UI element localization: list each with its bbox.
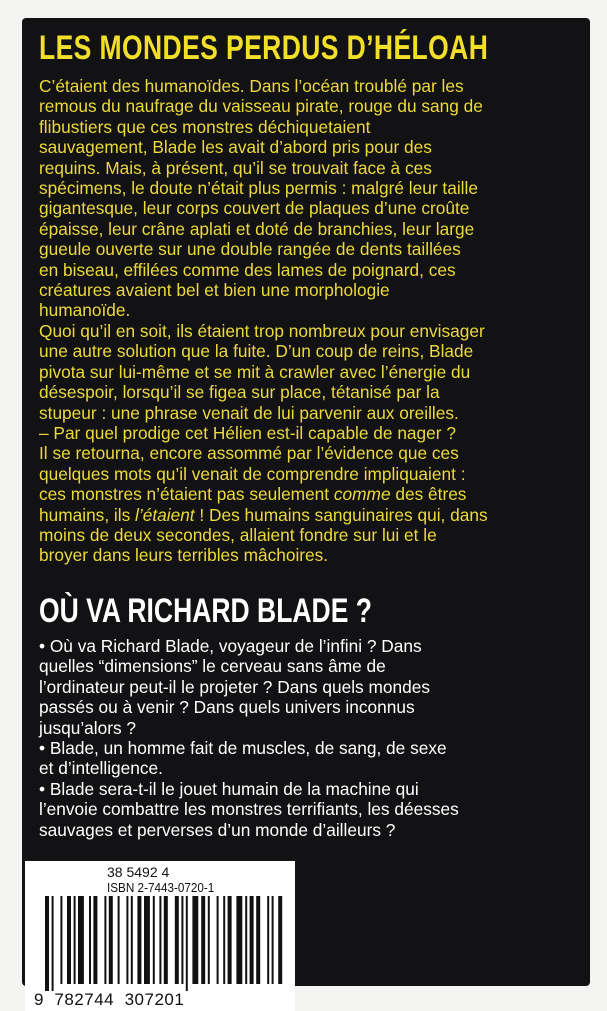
bullet-line: • Blade, un homme fait de muscles, de sang, de sexe: [39, 738, 447, 759]
excerpt-line: C’étaient des humanoïdes. Dans l’océan troublé par les: [39, 76, 464, 96]
excerpt-line: [39, 484, 579, 504]
excerpt-line: sauvagement, Blade les avait d’abord pris pour des: [39, 137, 432, 158]
barcode-bar: [109, 896, 113, 984]
barcode-code: 38 5492 4: [107, 864, 170, 880]
excerpt-fragment: ! Des humains sanguinaires qui, dans: [194, 504, 488, 525]
barcode-bar: [267, 896, 269, 984]
barcode-bar: [164, 896, 168, 984]
excerpt-line: moins de deux secondes, allaient fondre sur lui et le: [39, 524, 437, 545]
barcode-bar: [89, 896, 91, 984]
barcode-bar: [78, 896, 84, 984]
section-title-richard-blade: OÙ VA RICHARD BLADE ?: [39, 592, 372, 630]
bullet-line: jusqu’alors ?: [39, 717, 137, 738]
bullet-text: [39, 636, 579, 840]
barcode-bar: [45, 896, 49, 991]
barcode-bar: [272, 896, 274, 984]
barcode-bar: [228, 896, 232, 984]
barcode-bar: [131, 896, 133, 984]
barcode-bar: [60, 896, 62, 984]
excerpt-line: flibustiers que ces monstres déchiquetaient: [39, 116, 371, 137]
excerpt-line: pivota sur lui-même et se mit à crawler avec l’énergie du: [39, 361, 471, 382]
barcode-bar: [208, 896, 210, 984]
barcode-bar: [192, 896, 198, 984]
barcode-bar: [256, 896, 260, 984]
barcode-bar: [144, 896, 150, 984]
barcode-bar: [104, 896, 106, 984]
excerpt-line: stupeur : une phrase venait de lui parvenir aux oreilles.: [39, 402, 459, 423]
excerpt-line: épaisse, leur crâne aplati et doté de branchies, leur large: [39, 218, 475, 239]
excerpt-fragment: ces monstres n’étaient pas seulement: [39, 484, 334, 505]
bullet-line: et d’intelligence.: [39, 758, 163, 779]
excerpt-line: Il se retourna, encore assommé par l’évidence que ces: [39, 443, 459, 464]
excerpt-line: en biseau, effilées comme des lames de poignard, ces: [39, 259, 456, 280]
bullet-line: • Où va Richard Blade, voyageur de l’infini ? Dans: [39, 636, 422, 656]
excerpt-text: [39, 76, 579, 566]
excerpt-line: humanoïde.: [39, 300, 131, 321]
barcode-bar: [153, 896, 155, 984]
barcode-bars: [43, 896, 283, 991]
bullet-line: l’envoie combattre les monstres terrifiants, les déesses: [39, 799, 459, 820]
bullet-line: quelles “dimensions” le cerveau sans âme de: [39, 656, 386, 677]
excerpt-fragment: humains, ils: [39, 504, 136, 525]
excerpt-line: gueule ouverte sur une double rangée de dents taillées: [39, 239, 461, 260]
barcode-label: [25, 861, 295, 1011]
excerpt-line: Quoi qu’il en soit, ils étaient trop nombreux pour envisager: [39, 320, 485, 341]
excerpt-line: créatures avaient bel et bien une morphologie: [39, 280, 390, 301]
excerpt-line: désespoir, lorsqu’il se figea sur place, tétanisé par la: [39, 382, 440, 403]
barcode-bar: [201, 896, 205, 984]
barcode-bar: [245, 896, 247, 984]
barcode-bar: [217, 896, 219, 984]
barcode-bar: [137, 896, 141, 984]
isbn-text: ISBN 2-7443-0720-1: [107, 880, 215, 895]
excerpt-fragment: des êtres: [390, 484, 467, 505]
excerpt-line: broyer dans leurs terribles mâchoires.: [39, 545, 329, 566]
barcode-bar: [118, 896, 120, 984]
bullet-line: passés ou à venir ? Dans quels univers inconnus: [39, 697, 415, 718]
excerpt-line: – Par quel prodige cet Hélien est-il capable de nager ?: [39, 422, 456, 443]
barcode-bar: [250, 896, 254, 984]
excerpt-line: spécimens, le doute n’était plus permis : malgré leur taille: [39, 178, 478, 199]
barcode-bar: [175, 896, 179, 984]
excerpt-line: remous du naufrage du vaisseau pirate, rouge du sang de: [39, 96, 483, 117]
barcode-bar: [278, 896, 282, 984]
barcode-bar: [223, 896, 225, 984]
barcode-bar: [93, 896, 97, 984]
excerpt-line: une autre solution que la fuite. D’un coup de reins, Blade: [39, 341, 474, 362]
barcode-bar: [52, 896, 54, 991]
bullet-line: l’ordinateur peut-il le projeter ? Dans quels mondes: [39, 676, 430, 697]
barcode-bar: [67, 896, 71, 984]
barcode-bar: [186, 896, 188, 991]
bullet-line: sauvages et perverses d’un monde d’ailleurs ?: [39, 819, 396, 840]
barcode-bar: [159, 896, 161, 984]
excerpt-emphasis: l’étaient: [135, 504, 195, 525]
barcode-bar: [74, 896, 76, 984]
barcode-bar: [181, 896, 183, 984]
section-title-heloah: LES MONDES PERDUS D’HÉLOAH: [39, 29, 489, 67]
excerpt-line: gigantesque, leur corps couvert de plaques d’une croûte: [39, 198, 470, 219]
back-cover: [22, 18, 590, 1009]
excerpt-line: requins. Mais, à présent, qu’il se trouvait face à ces: [39, 157, 432, 178]
excerpt-line: quelques mots qu’il venait de comprendre impliquaient :: [39, 463, 466, 484]
bullet-line: • Blade sera-t-il le jouet humain de la machine qui: [39, 778, 419, 799]
excerpt-line: [39, 505, 579, 525]
ean-digits: 9 782744 307201: [34, 990, 185, 1009]
excerpt-emphasis: comme: [333, 484, 391, 505]
barcode-bar: [126, 896, 128, 984]
barcode-bar: [236, 896, 242, 984]
